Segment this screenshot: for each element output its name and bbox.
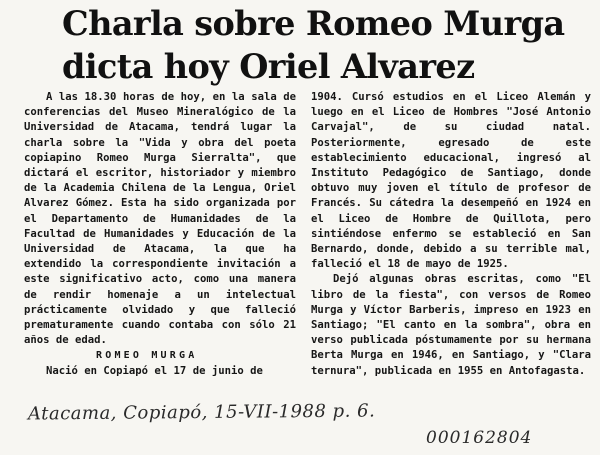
catalog-number: 000162804 <box>426 428 533 448</box>
article-paragraph: 1904. Cursó estudios en el Liceo Alemán y luego en el Liceo de Hombres "José Antonio Carvajal", de su ciudad natal. Posteriormente, egresado de este establecimiento educacional, ingresó al Instituto Pedagógico de Santiago, donde obtuvo muy joven el título de profesor de Francés. Su cátedra la desempeñó en 1924 en el Liceo de Hombre de Quillota, pero sintiéndose enfermo se estableció en San Bernardo, donde, debido a su terrible mal, falleció el 18 de mayo de 1925. <box>311 91 591 271</box>
article-column-left <box>24 90 296 379</box>
headline-line-1: Charla sobre Romeo Murga <box>62 4 565 43</box>
article-paragraph: Dejó algunas obras escritas, como "El libro de la fiesta", con versos de Romeo Murga y Víctor Barberis, impreso en 1923 en Santiago; "El canto en la sombra", obra en verso publicada póstumamente por su hermana Berta Murga en 1946, en Santiago, y "Clara ternura", publicada en 1955 en Antofagasta. <box>311 273 591 377</box>
headline-line-2: dicta hoy Oriel Alvarez <box>62 47 475 86</box>
headline <box>62 2 565 88</box>
article-paragraph: A las 18.30 horas de hoy, en la sala de conferencias del Museo Mineralógico de la Universidad de Atacama, tendrá lugar la charla sobre la "Vida y obra del poeta copiapino Romeo Murga Sierralta", que dictará el escritor, historiador y miembro de la Academia Chilena de la Lengua, Oriel Alvarez Gómez. Esta ha sido organizada por el Departamento de Humanidades de la Facultad de Humanidades y Educación de la Universidad de Atacama, la que ha extendido la correspondiente invitación a este significativo acto, como una manera de rendir homenaje a un intelectual prácticamente olvidado y que falleció prematuramente cuando contaba con sólo 21 años de edad. <box>24 91 296 347</box>
article-column-right <box>311 90 591 379</box>
article-paragraph: Nació en Copiapó el 17 de junio de <box>46 364 263 377</box>
handwritten-source-note: Atacama, Copiapó, 15-VII-1988 p. 6. <box>27 400 376 425</box>
section-subhead: ROMEO MURGA <box>96 350 198 362</box>
